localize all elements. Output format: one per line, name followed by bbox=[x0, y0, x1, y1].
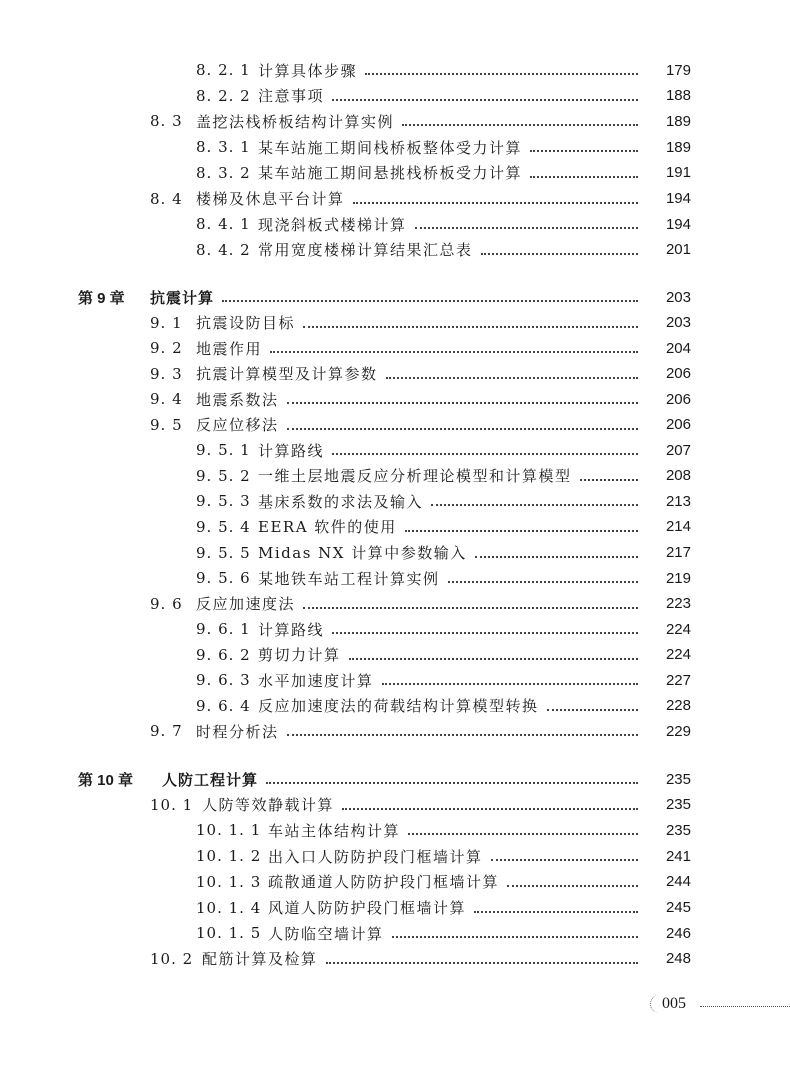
toc-title: 抗震计算 bbox=[150, 289, 215, 307]
toc-number: 10. 2 bbox=[150, 949, 194, 968]
toc-subsection-entry[interactable] bbox=[196, 540, 690, 566]
toc-page-number: 214 bbox=[665, 518, 691, 536]
toc-page-number: 179 bbox=[665, 61, 691, 79]
toc-section-entry[interactable] bbox=[150, 718, 690, 744]
toc-title: 人防临空墙计算 bbox=[268, 924, 384, 943]
toc-leader-dots bbox=[287, 400, 638, 404]
toc-page-number: 203 bbox=[665, 288, 691, 306]
toc-title: 盖挖法栈桥板结构计算实例 bbox=[196, 112, 395, 131]
toc-leader-dots bbox=[332, 97, 638, 101]
toc-leader-dots bbox=[580, 477, 638, 481]
toc-page-number: 206 bbox=[665, 365, 691, 383]
toc-page-number: 203 bbox=[665, 314, 691, 332]
toc-page-number: 228 bbox=[665, 697, 691, 715]
toc-number: 9. 5. 1 bbox=[196, 441, 251, 460]
toc-leader-dots bbox=[530, 174, 638, 178]
toc-subsection-entry[interactable] bbox=[196, 83, 690, 109]
toc-subsection-entry[interactable] bbox=[196, 437, 690, 463]
toc-subsection-entry[interactable] bbox=[196, 488, 690, 514]
toc-number: 8. 4. 1 bbox=[196, 215, 251, 234]
toc-number: 9. 5. 3 bbox=[196, 492, 251, 511]
toc-page-number: 217 bbox=[665, 544, 691, 561]
toc-number: 9. 5. 2 bbox=[196, 466, 251, 485]
toc-number: 10. 1. 1 bbox=[196, 821, 262, 840]
toc-page-number: 223 bbox=[665, 595, 691, 613]
toc-number: 第 9 章 bbox=[78, 289, 125, 307]
toc-number: 8. 4. 2 bbox=[196, 240, 251, 259]
toc-title: Midas NX 计算中参数输入 bbox=[258, 544, 467, 562]
toc-leader-dots bbox=[474, 909, 638, 913]
toc-number: 第 10 章 bbox=[78, 771, 134, 789]
toc-subsection-entry[interactable] bbox=[196, 57, 690, 83]
toc-title: 疏散通道人防防护段门框墙计算 bbox=[268, 873, 500, 892]
toc-leader-dots bbox=[405, 528, 638, 532]
toc-title: 反应位移法 bbox=[196, 416, 279, 435]
toc-number: 9. 6 bbox=[150, 594, 183, 613]
toc-leader-dots bbox=[431, 502, 638, 506]
toc-title: 剪切力计算 bbox=[258, 646, 341, 665]
page-number: 005 bbox=[662, 995, 686, 1012]
toc-leader-dots bbox=[303, 605, 638, 609]
toc-subsection-entry[interactable] bbox=[196, 565, 690, 591]
toc-page-number: 188 bbox=[665, 87, 691, 105]
toc-leader-dots bbox=[481, 251, 638, 255]
toc-subsection-entry[interactable] bbox=[196, 134, 690, 160]
toc-subsection-entry[interactable] bbox=[196, 211, 690, 237]
toc-number: 9. 1 bbox=[150, 313, 183, 332]
toc-leader-dots bbox=[349, 656, 638, 660]
toc-leader-dots bbox=[408, 831, 638, 835]
toc-number: 9. 5 bbox=[150, 415, 183, 434]
toc-title: 车站主体结构计算 bbox=[268, 821, 401, 840]
toc-title: 计算具体步骤 bbox=[258, 61, 358, 80]
toc-number: 9. 5. 5 bbox=[196, 543, 251, 562]
toc-page-number: 229 bbox=[665, 722, 691, 740]
toc-number: 9. 4 bbox=[150, 390, 183, 409]
toc-page-number: 191 bbox=[665, 164, 691, 182]
toc-section-entry[interactable] bbox=[150, 591, 690, 617]
toc-page-number: 235 bbox=[665, 821, 691, 839]
toc-title: 常用宽度楼梯计算结果汇总表 bbox=[258, 241, 473, 260]
toc-page-number: 206 bbox=[665, 390, 691, 408]
toc-page-number: 246 bbox=[665, 924, 691, 942]
toc-number: 10. 1. 4 bbox=[196, 898, 262, 917]
toc-leader-dots bbox=[287, 426, 638, 430]
toc-section-entry[interactable] bbox=[150, 412, 690, 438]
toc-subsection-entry[interactable] bbox=[196, 869, 690, 895]
toc-number: 10. 1. 3 bbox=[196, 872, 262, 891]
toc-title: 基床系数的求法及输入 bbox=[258, 492, 424, 511]
toc-section-entry[interactable] bbox=[150, 361, 690, 387]
toc-number: 8. 2. 1 bbox=[196, 61, 251, 79]
toc-title: 出入口人防防护段门框墙计算 bbox=[268, 847, 483, 866]
toc-leader-dots bbox=[475, 554, 638, 558]
toc-section-entry[interactable] bbox=[150, 186, 690, 212]
toc-title: 人防工程计算 bbox=[162, 771, 259, 789]
toc-number: 9. 6. 4 bbox=[196, 696, 251, 715]
toc-title: 地震系数法 bbox=[196, 390, 279, 409]
toc-page-number: 189 bbox=[665, 138, 691, 156]
toc-leader-dots bbox=[342, 806, 638, 810]
toc-leader-dots bbox=[222, 298, 638, 302]
toc-title: 现浇斜板式楼梯计算 bbox=[258, 215, 407, 234]
toc-number: 9. 5. 4 bbox=[196, 517, 251, 536]
toc-page-number: 201 bbox=[665, 241, 691, 259]
toc-page-number: 219 bbox=[665, 569, 691, 587]
toc-title: 水平加速度计算 bbox=[258, 671, 374, 690]
toc-subsection-entry[interactable] bbox=[196, 616, 690, 642]
toc-subsection-entry[interactable] bbox=[196, 642, 690, 668]
toc-title: 某车站施工期间栈桥板整体受力计算 bbox=[258, 138, 523, 157]
toc-number: 9. 5. 6 bbox=[196, 569, 251, 588]
toc-page-number: 194 bbox=[665, 190, 691, 207]
toc-page-number: 248 bbox=[665, 950, 691, 968]
toc-page-number: 241 bbox=[665, 847, 691, 865]
toc-title: 计算路线 bbox=[258, 620, 325, 639]
toc-leader-dots bbox=[287, 732, 638, 736]
toc-page-number: 207 bbox=[665, 441, 691, 459]
toc-subsection-entry[interactable] bbox=[196, 237, 690, 263]
toc-page-number: 224 bbox=[665, 646, 691, 664]
toc-number: 9. 3 bbox=[150, 364, 183, 383]
toc-leader-dots bbox=[332, 451, 638, 455]
toc-number: 10. 1. 2 bbox=[196, 847, 262, 866]
toc-subsection-entry[interactable] bbox=[196, 463, 690, 489]
toc-leader-dots bbox=[266, 780, 638, 784]
page-number-badge bbox=[650, 993, 790, 1017]
toc-number: 8. 4 bbox=[150, 189, 183, 208]
toc-section-entry[interactable] bbox=[150, 335, 690, 361]
toc-page-number: 245 bbox=[665, 899, 691, 916]
toc-title: 计算路线 bbox=[258, 441, 325, 460]
toc-title: 一维土层地震反应分析理论模型和计算模型 bbox=[258, 467, 572, 486]
toc-page-number: 189 bbox=[665, 112, 691, 130]
toc-subsection-entry[interactable] bbox=[196, 895, 690, 921]
toc-page-number: 244 bbox=[665, 873, 691, 891]
toc-number: 9. 6. 2 bbox=[196, 645, 251, 664]
toc-title: 反应加速度法的荷载结构计算模型转换 bbox=[258, 697, 539, 716]
toc-leader-dots bbox=[270, 349, 638, 353]
toc-section-entry[interactable] bbox=[150, 386, 690, 412]
toc-title: 楼梯及休息平台计算 bbox=[196, 190, 345, 208]
toc-leader-dots bbox=[507, 883, 638, 887]
toc-page-number: 235 bbox=[665, 770, 691, 788]
toc-section-entry[interactable] bbox=[150, 108, 690, 134]
toc-title: 时程分析法 bbox=[196, 722, 279, 741]
toc-title: 某车站施工期间悬挑栈桥板受力计算 bbox=[258, 164, 523, 183]
toc-title: 配筋计算及检算 bbox=[202, 950, 318, 969]
toc-chapter-entry[interactable] bbox=[78, 766, 690, 792]
toc-page-number: 204 bbox=[665, 339, 691, 357]
toc-title: 地震作用 bbox=[196, 339, 263, 358]
toc-subsection-entry[interactable] bbox=[196, 920, 690, 946]
toc-chapter-entry[interactable] bbox=[78, 284, 690, 310]
toc-leader-dots bbox=[353, 200, 638, 204]
toc-subsection-entry[interactable] bbox=[196, 514, 690, 540]
toc-number: 10. 1. 5 bbox=[196, 924, 262, 943]
toc-subsection-entry[interactable] bbox=[196, 843, 690, 869]
toc-number: 9. 2 bbox=[150, 339, 183, 358]
toc-page-number: 227 bbox=[665, 671, 691, 689]
toc-title: 抗震设防目标 bbox=[196, 314, 296, 333]
toc-leader-dots bbox=[448, 579, 638, 583]
toc-title: 抗震计算模型及计算参数 bbox=[196, 365, 378, 384]
toc-leader-dots bbox=[491, 857, 638, 861]
page-number-rule bbox=[700, 1006, 790, 1007]
toc-leader-dots bbox=[547, 707, 638, 711]
toc-section-entry[interactable] bbox=[150, 310, 690, 336]
toc-number: 9. 6. 1 bbox=[196, 620, 251, 639]
toc-leader-dots bbox=[382, 681, 638, 685]
toc-number: 9. 7 bbox=[150, 722, 183, 741]
toc-leader-dots bbox=[402, 122, 638, 126]
toc-section-entry[interactable] bbox=[150, 792, 690, 818]
toc-title: 反应加速度法 bbox=[196, 595, 296, 614]
toc-number: 9. 6. 3 bbox=[196, 671, 251, 690]
toc-page-number: 206 bbox=[665, 416, 691, 434]
toc-leader-dots bbox=[392, 934, 638, 938]
toc-title: 人防等效静载计算 bbox=[202, 796, 335, 815]
toc-number: 10. 1 bbox=[150, 795, 194, 814]
toc-leader-dots bbox=[415, 225, 638, 229]
toc-section-entry[interactable] bbox=[150, 946, 690, 972]
toc-title: EERA 软件的使用 bbox=[258, 518, 397, 537]
toc-subsection-entry[interactable] bbox=[196, 817, 690, 843]
toc-leader-dots bbox=[332, 630, 638, 634]
toc-subsection-entry[interactable] bbox=[196, 160, 690, 186]
toc-subsection-entry[interactable] bbox=[196, 667, 690, 693]
toc-page-number: 235 bbox=[665, 796, 691, 814]
toc-leader-dots bbox=[365, 71, 638, 75]
toc-leader-dots bbox=[386, 375, 638, 379]
toc-subsection-entry[interactable] bbox=[196, 693, 690, 719]
toc-page-number: 224 bbox=[665, 620, 691, 638]
toc-title: 风道人防防护段门框墙计算 bbox=[268, 899, 467, 917]
toc-page-number: 194 bbox=[665, 215, 691, 233]
toc-title: 注意事项 bbox=[258, 87, 325, 106]
toc-page-number: 208 bbox=[665, 467, 691, 485]
toc-title: 某地铁车站工程计算实例 bbox=[258, 569, 440, 588]
toc-number: 8. 3. 1 bbox=[196, 138, 251, 157]
toc-number: 8. 3. 2 bbox=[196, 163, 251, 182]
toc-leader-dots bbox=[530, 148, 638, 152]
toc-page-number: 213 bbox=[665, 492, 691, 510]
toc-leader-dots bbox=[303, 324, 638, 328]
toc-number: 8. 2. 2 bbox=[196, 86, 251, 105]
toc-leader-dots bbox=[326, 960, 638, 964]
toc-number: 8. 3 bbox=[150, 112, 183, 131]
